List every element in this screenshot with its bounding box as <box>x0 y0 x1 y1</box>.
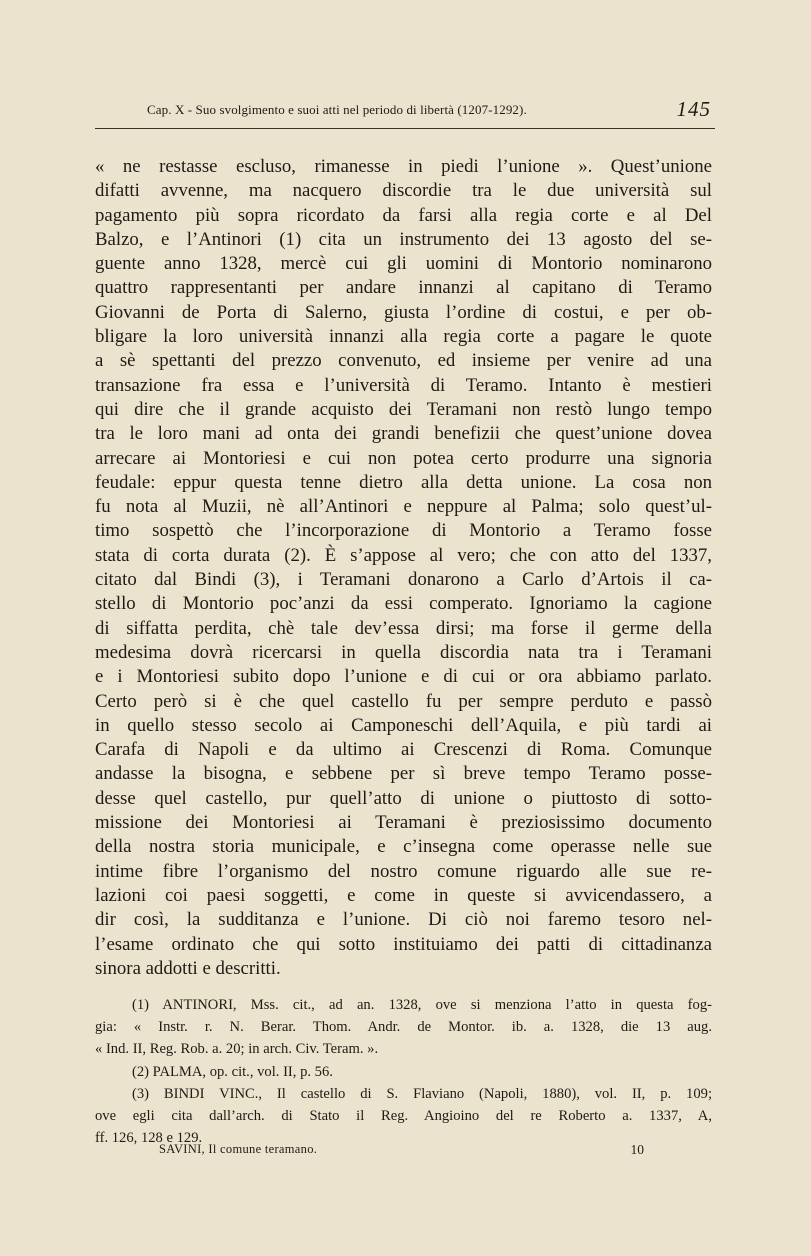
text-line: in quello stesso secolo ai Camponeschi dell’Aquila, e più tardi ai <box>95 714 712 736</box>
text-line: desse quel castello, pur quell’atto di unione o piuttosto di sotto- <box>95 787 712 809</box>
text-line: pagamento più sopra ricordato da farsi alla regia corte e al Del <box>95 204 712 226</box>
text-line: Balzo, e l’Antinori (1) cita un instrumento dei 13 agosto del se- <box>95 228 712 250</box>
text-line: lazioni coi paesi soggetti, e come in queste si avvicendassero, a <box>95 884 712 906</box>
text-line: fu nota al Muzii, nè all’Antinori e neppure al Palma; solo quest’ul- <box>95 496 712 518</box>
text-line: dir così, la sudditanza e l’unione. Di ciò noi faremo tesoro nel- <box>95 909 712 931</box>
footnote-line: (2) PALMA, op. cit., vol. II, p. 56. <box>132 1063 333 1080</box>
signature-number: 10 <box>630 1142 644 1157</box>
footnotes <box>95 994 712 1149</box>
page-footer <box>95 1142 712 1164</box>
footnote-line: ff. 126, 128 e 129. <box>95 1130 203 1147</box>
text-line: e i Montoriesi subito dopo l’unione e di cui or ora abbiamo parlato. <box>95 666 712 688</box>
text-line: intime fibre l’organismo del nostro comune riguardo alle sue re- <box>95 860 712 882</box>
text-line: qui dire che il grande acquisto dei Teramani non restò lungo tempo <box>95 398 712 420</box>
text-line: transazione fra essa e l’università di Teramo. Intanto è mestieri <box>95 374 712 396</box>
main-text <box>95 155 712 981</box>
text-line: Giovanni de Porta di Salerno, giusta l’ordine di costui, e per ob- <box>95 301 712 323</box>
text-line: missione dei Montoriesi ai Teramani è preziosissimo documento <box>95 812 712 834</box>
text-line: sinora addotti e descritti. <box>95 957 281 979</box>
footnote-line: (3) BINDI VINC., Il castello di S. Flaviano (Napoli, 1880), vol. II, p. 109; <box>132 1085 712 1102</box>
text-line: citato dal Bindi (3), i Teramani donarono a Carlo d’Artois il ca- <box>95 569 712 591</box>
text-line: l’esame ordinato che qui sotto instituiamo dei patti di cittadinanza <box>95 933 712 955</box>
footnote-line: ove egli cita dall’arch. di Stato il Reg. Angioino del re Roberto a. 1337, A, <box>95 1107 712 1124</box>
header-rule <box>95 128 715 129</box>
page-header <box>95 99 715 123</box>
text-line: andasse la bisogna, e sebbene per sì breve tempo Teramo posse- <box>95 763 712 785</box>
text-line: medesima dovrà ricercarsi in quella discordia nata tra i Teramani <box>95 641 712 663</box>
text-line: stata di corta durata (2). È s’appose al vero; che con atto del 1337, <box>95 544 712 566</box>
text-line: a sè spettanti del prezzo convenuto, ed insieme per venire ad una <box>95 350 712 372</box>
text-line: della nostra storia municipale, e c’insegna come operasse nelle sue <box>95 836 712 858</box>
text-line: stello di Montorio poc’anzi da essi comperato. Ignoriamo la cagione <box>95 593 712 615</box>
text-line: arrecare ai Montoriesi e cui non potea certo produrre una signoria <box>95 447 712 469</box>
text-line: Carafa di Napoli e da ultimo ai Crescenzi di Roma. Comunque <box>95 739 712 761</box>
signature-mark: SAVINI, Il comune teramano. <box>159 1142 318 1156</box>
text-line: di siffatta perdita, chè tale dev’essa dirsi; ma forse il germe della <box>95 617 712 639</box>
footnote-line: « Ind. II, Reg. Rob. a. 20; in arch. Civ. Teram. ». <box>95 1041 379 1058</box>
footnote-line: (1) ANTINORI, Mss. cit., ad an. 1328, ove si menziona l’atto in questa fog- <box>132 997 712 1013</box>
running-head: Cap. X - Suo svolgimento e suoi atti nel periodo di libertà (1207-1292). <box>147 102 527 117</box>
text-line: bligare la loro università innanzi alla regia corte a pagare le quote <box>95 326 712 348</box>
text-line: tra le loro mani ad onta dei grandi benefizii che quest’unione dovea <box>95 423 712 445</box>
text-line: quattro rappresentanti per andare innanzi al capitano di Teramo <box>95 277 712 299</box>
text-line: difatti avvenne, ma nacquero discordie tra le due università sul <box>95 180 712 202</box>
text-line: guente anno 1328, mercè cui gli uomini di Montorio nominarono <box>95 253 712 275</box>
text-line: « ne restasse escluso, rimanesse in piedi l’unione ». Quest’unione <box>95 156 712 177</box>
page-number: 145 <box>676 97 711 121</box>
footnote-line: gia: « Instr. r. N. Berar. Thom. Andr. de Montor. ib. a. 1328, die 13 aug. <box>95 1019 712 1036</box>
text-line: timo sospettò che l’incorporazione di Montorio a Teramo fosse <box>95 520 712 542</box>
text-line: Certo però si è che quel castello fu per sempre perduto e passò <box>95 690 712 712</box>
text-line: feudale: eppur questa tenne dietro alla detta unione. La cosa non <box>95 471 712 493</box>
